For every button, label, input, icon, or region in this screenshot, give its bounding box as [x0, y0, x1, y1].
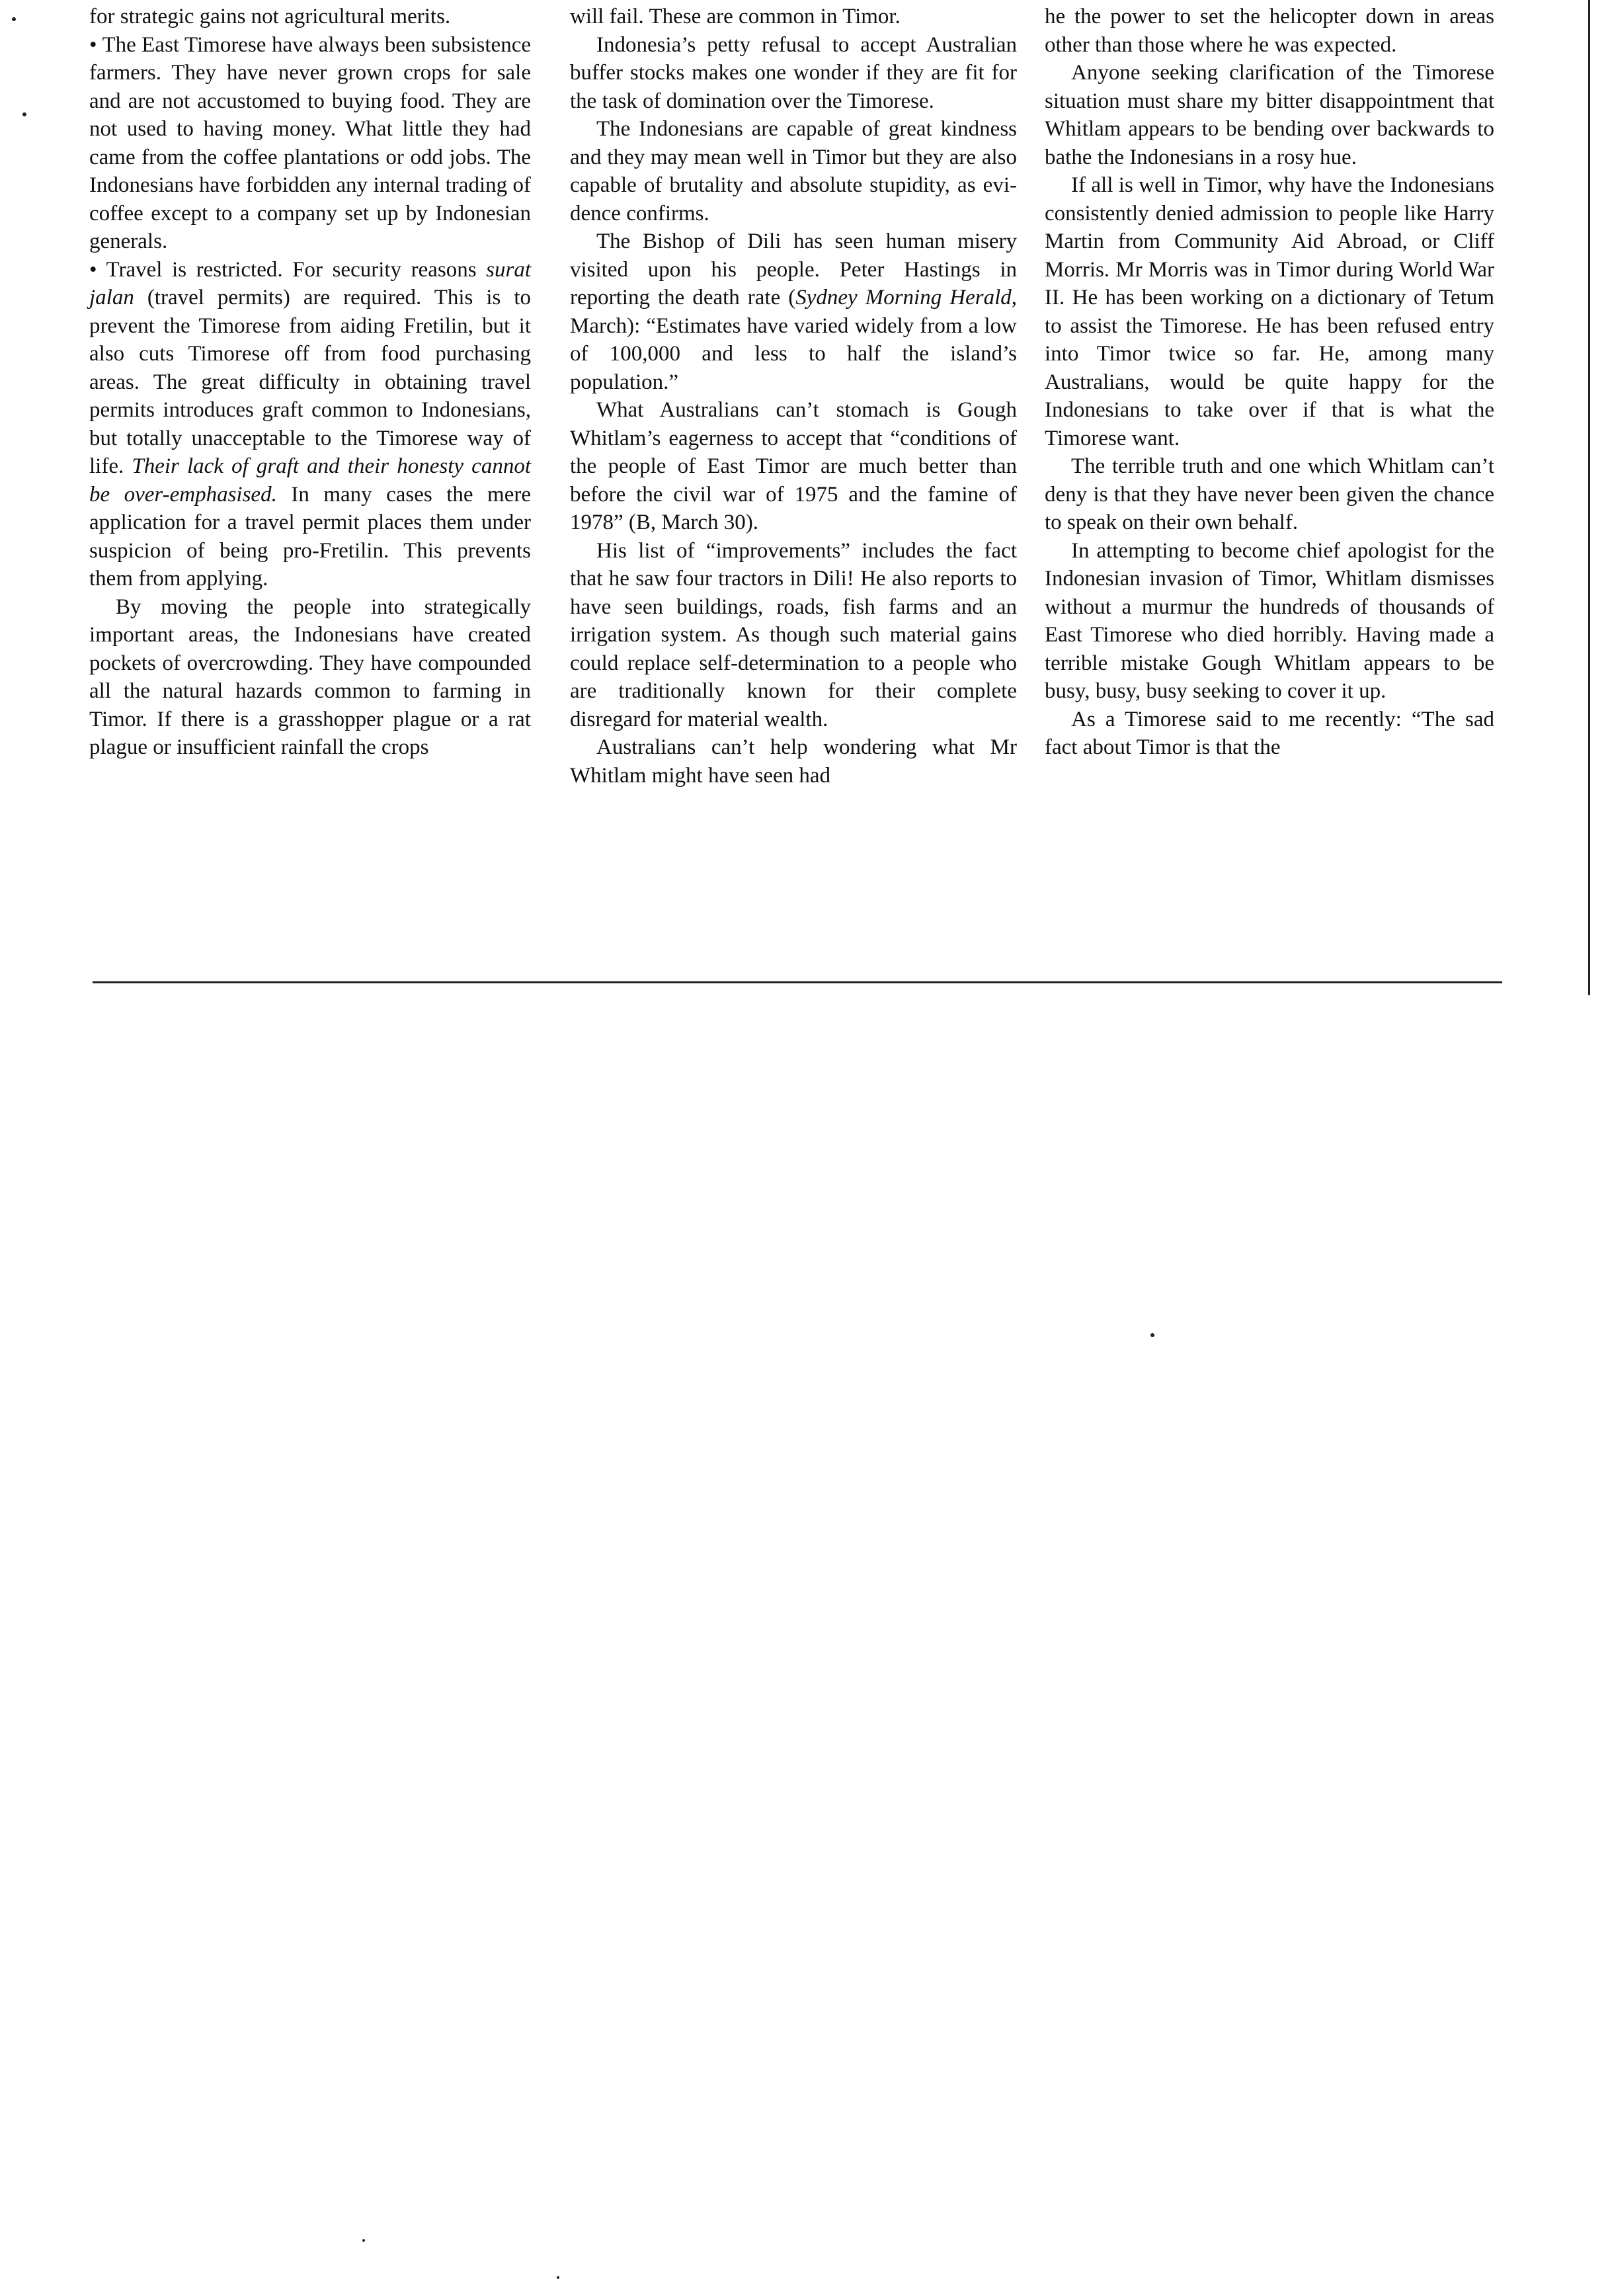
scan-speck — [22, 112, 26, 116]
right-edge-rule — [1588, 0, 1590, 995]
paragraph: What Australians can’t stomach is Gough Whitlam’s eagerness to accept that “conditions of the people of East Timor are much better than before the civil war of 1975 and the famine of 1978” (B, March 30). — [570, 398, 1017, 534]
bottom-rule — [93, 981, 1502, 983]
text-run: The Bishop of Dili has seen human misery visited upon his people. Peter Hastings in reporting the death rate ( — [570, 229, 1017, 309]
paragraph: If all is well in Timor, why have the Indonesians consistently denied admission to people like Harry Martin from Community Aid Abroad, or Cliff Morris. Mr Morris was in Timor during World War II. He has been working on a dictionary of Tetum to assist the Timorese. He has been refused entry into Timor twice so far. He, among many Australians, would be quite happy for the Indonesians to take over if that is what the Timorese want. — [1045, 173, 1494, 450]
italic-publication-name: Sydney Morning Herald — [795, 286, 1012, 309]
text-run: , March): “Estimates have varied widely from a low of 100,000 and less to half the island’s population.” — [570, 286, 1017, 394]
paragraph: His list of “improvements” includes the fact that he saw four tractors in Dili! He also reports to have seen buildings, roads, fish farms and an irrigation system. As though such material gains could replace self-determination to a people who are traditionally known for their complete disregard for material wealth. — [570, 538, 1017, 731]
bullet-paragraph-subsistence: • The East Timorese have always been subsistence farmers. They have never grown crops for sale and are not accustomed to buying food. They are not used to having money. What little they had came from the coffee plantations or odd jobs. The Indonesians have forbidden any internal trading of coffee except to a company set up by Indonesian generals. — [89, 32, 531, 253]
paragraph — [570, 227, 1017, 396]
scan-speck — [12, 17, 16, 21]
paragraph: he the power to set the helicopter down in areas other than those where he was expected. — [1045, 5, 1494, 57]
paragraph: Indonesia’s petty refusal to accept Australian buffer stocks makes one wonder if they are fit for the task of domination over the Timorese. — [570, 32, 1017, 113]
paragraph: Anyone seeking clarification of the Timorese situation must share my bitter disappointment that Whitlam appears to be bending over backwards to bathe the Indonesians in a rosy hue. — [1045, 61, 1494, 169]
paragraph: Australians can’t help wondering what Mr Whitlam might have seen had — [570, 735, 1017, 788]
paragraph: The terrible truth and one which Whitlam can’t deny is that they have never been given the chance to speak on their own behalf. — [1045, 454, 1494, 534]
text-run: In many cases the mere application for a travel permit places them under suspicion of being pro-Fretilin. This prevents them from applying. — [89, 482, 532, 591]
text-run: (travel permits) are required. This is to prevent the Timorese from aiding Fretilin, but it also cuts Timorese off from food purchasing areas. The great difficulty in obtaining travel permits introduces graft common to Indonesians, but totally unacceptable to the Timorese way of life. — [89, 286, 531, 478]
article-column-3 — [1045, 3, 1494, 762]
italic-emphasis: Their lack of graft and their honesty cannot be over-emphasised. — [89, 454, 531, 507]
italic-term-surat-jalan: surat jalan — [89, 257, 531, 309]
paragraph: for strategic gains not agricultural merits. — [89, 5, 451, 28]
paragraph: will fail. These are common in Timor. — [570, 5, 901, 28]
article-column-1 — [89, 3, 531, 762]
scan-speck — [557, 2276, 559, 2279]
paragraph: As a Timorese said to me recently: “The sad fact about Timor is that the — [1045, 707, 1494, 759]
paragraph: In attempting to become chief apologist for the Indonesian invasion of Timor, Whitlam dismisses without a murmur the hundreds of thousands of East Timorese who died horribly. Having made a terrible mistake Gough Whitlam appears to be busy, busy, busy seeking to cover it up. — [1045, 538, 1494, 703]
paragraph: The Indonesians are capable of great kindness and they may mean well in Timor but they are also capable of brutality and absolute stupidity, as evidence confirms. — [570, 117, 1017, 226]
scan-speck — [362, 2239, 365, 2242]
bullet-paragraph-travel — [89, 256, 531, 593]
text-run: • Travel is restricted. For security reasons — [89, 257, 487, 282]
paragraph: By moving the people into strategically important areas, the Indonesians have created pockets of overcrowding. They have compounded all the natural hazards common to farming in Timor. If there is a grasshopper plague or a rat plague or insufficient rainfall the crops — [89, 594, 531, 759]
scan-speck — [1150, 1333, 1154, 1337]
article-column-2 — [570, 3, 1017, 790]
